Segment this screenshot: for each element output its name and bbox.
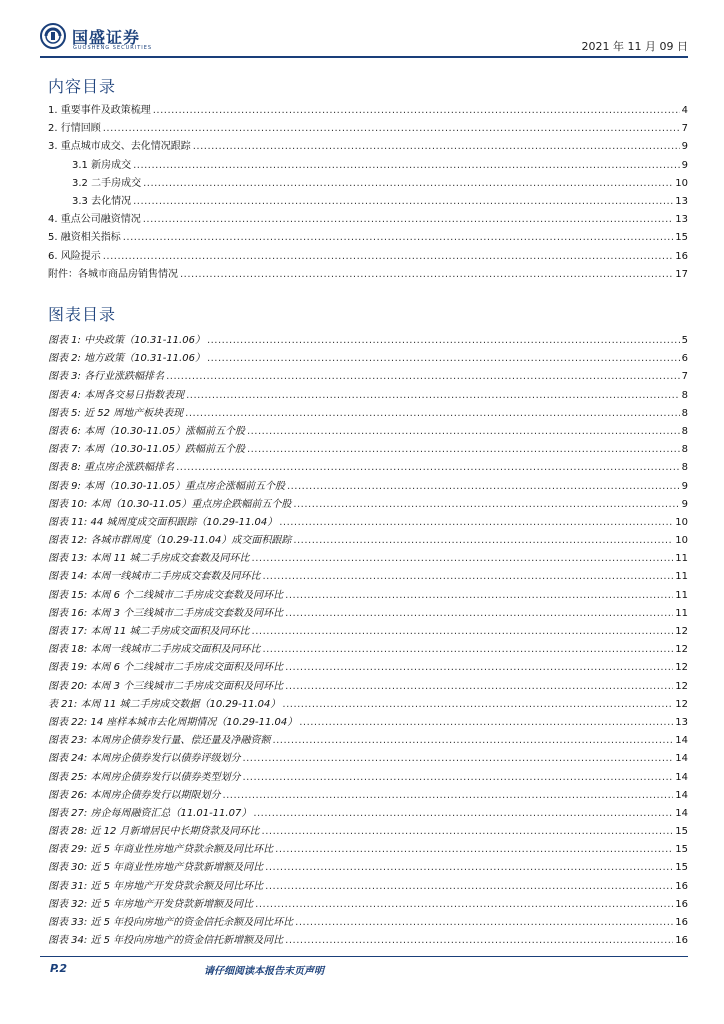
figure-toc-entry[interactable]: [48, 605, 688, 623]
dot-leader: [133, 157, 680, 175]
dot-leader: [253, 805, 673, 823]
toc-entry-label: 图表 27: 房企每周融资汇总（11.01-11.07）: [48, 807, 252, 819]
figure-toc-entry[interactable]: [48, 623, 688, 641]
toc-entry-page: 14: [675, 771, 688, 783]
figure-toc-entry[interactable]: [48, 859, 688, 877]
toc-entry-label: 图表 29: 近 5 年商业性房地产贷款余额及同比环比: [48, 844, 274, 856]
toc-entry-page: 17: [675, 268, 688, 280]
toc-entry-page: 10: [675, 516, 688, 528]
toc-entry-label: 图表 10: 本周（10.30-11.05）重点房企跌幅前五个股: [48, 498, 292, 510]
toc-entry-label: 图表 26: 本周房企债券发行以期限划分: [48, 789, 221, 801]
toc-entry-page: 9: [681, 141, 688, 153]
figure-toc-entry[interactable]: [48, 350, 688, 368]
toc-entry-label: 6. 风险提示: [48, 250, 101, 262]
toc-entry[interactable]: [48, 229, 688, 247]
toc-entry-label: 图表 15: 本周 6 个二线城市二手房成交套数及同环比: [48, 589, 284, 601]
toc-entry-page: 9: [681, 480, 688, 492]
dot-leader: [207, 332, 680, 350]
logo-chinese-text: 国盛证券: [72, 28, 141, 47]
toc-entry-page: 8: [681, 444, 688, 456]
figure-toc-entry[interactable]: [48, 368, 688, 386]
figure-toc-entry[interactable]: [48, 441, 688, 459]
toc-entry-page: 7: [681, 371, 688, 383]
dot-leader: [265, 878, 673, 896]
dot-leader: [247, 423, 680, 441]
toc-entry-page: 15: [675, 844, 688, 856]
toc-entry-page: 12: [675, 680, 688, 692]
figure-toc-entry[interactable]: [48, 332, 688, 350]
dot-leader: [285, 587, 673, 605]
figure-toc-entry[interactable]: [48, 496, 688, 514]
dot-leader: [285, 659, 673, 677]
toc-entry-page: 10: [675, 535, 688, 547]
dot-leader: [180, 266, 673, 284]
toc-entry-label: 图表 13: 本周 11 城二手房成交套数及同环比: [48, 553, 250, 565]
figure-toc-entry[interactable]: [48, 587, 688, 605]
toc-entry-page: 16: [675, 880, 688, 892]
toc-entry-page: 13: [675, 716, 688, 728]
toc-entry-page: 14: [675, 753, 688, 765]
toc-entry-page: 8: [681, 425, 688, 437]
toc-entry-page: 12: [675, 626, 688, 637]
footer-divider: [40, 956, 688, 957]
toc-entry-page: 11: [675, 607, 688, 619]
logo-mark-icon: [40, 23, 66, 49]
toc-entry[interactable]: [48, 157, 688, 175]
toc-entry-page: 11: [675, 571, 688, 583]
toc-entry-label: 图表 6: 本周（10.30-11.05）涨幅前五个股: [48, 425, 245, 437]
dot-leader: [285, 932, 673, 950]
toc-entry[interactable]: [48, 248, 688, 266]
dot-leader: [176, 459, 680, 477]
toc-entry-label: 3. 重点城市成交、去化情况跟踪: [48, 141, 191, 153]
dot-leader: [293, 496, 679, 514]
toc-entry-label: 4. 重点公司融资情况: [48, 214, 141, 226]
dot-leader: [153, 102, 680, 120]
dot-leader: [193, 138, 680, 156]
toc-entry-page: 14: [675, 807, 688, 819]
dot-leader: [262, 823, 674, 841]
dot-leader: [293, 532, 673, 550]
dot-leader: [103, 120, 680, 138]
figure-toc-entry[interactable]: [48, 641, 688, 659]
toc-entry-page: 8: [681, 389, 688, 401]
figure-toc-entry[interactable]: [48, 769, 688, 787]
toc-entry-label: 图表 23: 本周房企债券发行量、偿还量及净融资额: [48, 735, 271, 747]
figure-toc-entry[interactable]: [48, 896, 688, 914]
figure-toc-entry[interactable]: [48, 750, 688, 768]
report-date: 2021 年 11 月 09 日: [581, 40, 688, 53]
figure-toc-entry[interactable]: [48, 514, 688, 532]
toc-entry-page: 9: [681, 498, 688, 510]
toc-entry-label: 图表 22: 14 座样本城市去化周期情况（10.29-11.04）: [48, 716, 298, 728]
dot-leader: [242, 750, 673, 768]
dot-leader: [143, 175, 673, 193]
toc-entry-label: 3.1 新房成交: [72, 159, 132, 171]
toc-entry-label: 3.2 二手房成交: [72, 177, 142, 189]
toc-entry-label: 图表 8: 重点房企涨跌幅排名: [48, 462, 175, 474]
contents-title: 内容目录: [48, 77, 117, 96]
figure-toc-entry[interactable]: [48, 532, 688, 550]
dot-leader: [103, 248, 674, 266]
figure-toc-entry[interactable]: [48, 659, 688, 677]
dot-leader: [279, 514, 673, 532]
toc-entry-page: 12: [675, 644, 688, 656]
toc-entry-label: 图表 7: 本周（10.30-11.05）跌幅前五个股: [48, 444, 245, 456]
toc-entry-page: 5: [681, 335, 688, 346]
dot-leader: [123, 229, 674, 247]
toc-entry-page: 14: [675, 735, 688, 747]
dot-leader: [133, 193, 673, 211]
toc-entry-page: 13: [675, 214, 688, 226]
figure-toc-entry[interactable]: [48, 841, 688, 859]
footer-disclaimer-note: 请仔细阅读本报告末页声明: [204, 966, 324, 977]
figures-list: [48, 332, 688, 950]
toc-entry-label: 5. 融资相关指标: [48, 232, 121, 244]
toc-entry-page: 4: [681, 105, 688, 116]
toc-entry[interactable]: [48, 102, 688, 120]
toc-entry-page: 15: [675, 826, 688, 838]
toc-entry-label: 表 21: 本周 11 城二手房成交数据（10.29-11.04）: [48, 698, 281, 710]
toc-entry-label: 图表 4: 本周各交易日指数表现: [48, 389, 185, 401]
toc-entry-label: 图表 17: 本周 11 城二手房成交面积及同环比: [48, 626, 250, 637]
toc-entry-page: 10: [675, 177, 688, 189]
figure-toc-entry[interactable]: [48, 678, 688, 696]
dot-leader: [242, 769, 673, 787]
dot-leader: [252, 623, 674, 641]
figure-toc-entry[interactable]: [48, 914, 688, 932]
toc-entry-label: 图表 3: 各行业涨跌幅排名: [48, 371, 165, 383]
toc-entry[interactable]: [48, 175, 688, 193]
toc-entry-label: 图表 18: 本周一线城市二手房成交面积及同环比: [48, 644, 261, 656]
figure-toc-entry[interactable]: [48, 405, 688, 423]
figure-toc-entry[interactable]: [48, 478, 688, 496]
toc-entry[interactable]: [48, 120, 688, 138]
figure-toc-entry[interactable]: [48, 696, 688, 714]
toc-entry-page: 8: [681, 407, 688, 419]
toc-entry-label: 图表 31: 近 5 年房地产开发贷款余额及同比环比: [48, 880, 264, 892]
dot-leader: [186, 387, 680, 405]
toc-entry-label: 图表 2: 地方政策（10.31-11.06）: [48, 353, 205, 365]
toc-entry-page: 9: [681, 159, 688, 171]
toc-entry-page: 16: [675, 250, 688, 262]
toc-entry-page: 16: [675, 935, 688, 947]
toc-entry-label: 图表 20: 本周 3 个三线城市二手房成交面积及同环比: [48, 680, 284, 692]
header-divider: [40, 56, 688, 58]
toc-entry-page: 14: [675, 789, 688, 801]
toc-entry-page: 16: [675, 898, 688, 910]
dot-leader: [143, 211, 674, 229]
figure-toc-entry[interactable]: [48, 805, 688, 823]
page-header: [40, 18, 688, 58]
toc-entry[interactable]: [48, 138, 688, 156]
toc-entry-page: 7: [681, 123, 688, 135]
figure-toc-entry[interactable]: [48, 823, 688, 841]
figure-toc-entry[interactable]: [48, 550, 688, 568]
toc-entry-label: 图表 25: 本周房企债券发行以债券类型划分: [48, 771, 241, 783]
toc-entry-label: 图表 34: 近 5 年投向房地产的资金信托新增额及同比: [48, 935, 284, 947]
dot-leader: [262, 641, 673, 659]
toc-entry-page: 6: [681, 353, 688, 365]
dot-leader: [252, 550, 674, 568]
toc-entry-page: 16: [675, 917, 688, 928]
dot-leader: [255, 896, 673, 914]
toc-entry-page: 13: [675, 195, 688, 207]
figure-toc-entry[interactable]: [48, 787, 688, 805]
toc-entry-label: 图表 5: 近 52 周地产板块表现: [48, 407, 184, 419]
footer-page-number: P.2: [50, 962, 68, 975]
figure-toc-entry[interactable]: [48, 714, 688, 732]
toc-entry-label: 附件：各城市商品房销售情况: [48, 268, 178, 280]
toc-entry-page: 15: [675, 862, 688, 874]
dot-leader: [295, 914, 673, 932]
dot-leader: [265, 859, 673, 877]
contents-list: [48, 102, 688, 284]
toc-entry[interactable]: [48, 211, 688, 229]
toc-entry[interactable]: [48, 266, 688, 284]
figure-toc-entry[interactable]: [48, 878, 688, 896]
toc-entry-label: 3.3 去化情况: [72, 195, 132, 207]
toc-entry-page: 12: [675, 698, 688, 710]
logo-english-text: GUOSHENG SECURITIES: [73, 45, 153, 51]
toc-entry-label: 图表 9: 本周（10.30-11.05）重点房企涨幅前五个股: [48, 480, 285, 492]
dot-leader: [166, 368, 680, 386]
toc-entry-label: 图表 12: 各城市群周度（10.29-11.04）成交面积跟踪: [48, 535, 292, 547]
toc-entry-label: 图表 1: 中央政策（10.31-11.06）: [48, 335, 205, 346]
dot-leader: [287, 478, 680, 496]
dot-leader: [207, 350, 680, 368]
toc-entry-label: 2. 行情回顾: [48, 123, 101, 135]
toc-entry-label: 图表 30: 近 5 年商业性房地产贷款新增额及同比: [48, 862, 264, 874]
figure-toc-entry[interactable]: [48, 387, 688, 405]
figure-toc-entry[interactable]: [48, 932, 688, 950]
toc-entry-label: 1. 重要事件及政策梳理: [48, 105, 151, 116]
dot-leader: [282, 696, 673, 714]
toc-entry-label: 图表 19: 本周 6 个二线城市二手房成交面积及同环比: [48, 662, 284, 674]
dot-leader: [222, 787, 673, 805]
toc-entry-label: 图表 14: 本周一线城市二手房成交套数及同环比: [48, 571, 261, 583]
toc-entry-label: 图表 16: 本周 3 个三线城市二手房成交套数及同环比: [48, 607, 284, 619]
toc-entry-page: 12: [675, 662, 688, 674]
dot-leader: [272, 732, 673, 750]
toc-entry-page: 15: [675, 232, 688, 244]
toc-entry-label: 图表 28: 近 12 月新增居民中长期贷款及同环比: [48, 826, 260, 838]
dot-leader: [285, 678, 673, 696]
dot-leader: [285, 605, 673, 623]
toc-entry[interactable]: [48, 193, 688, 211]
toc-entry-label: 图表 32: 近 5 年房地产开发贷款新增额及同比: [48, 898, 254, 910]
figure-toc-entry[interactable]: [48, 423, 688, 441]
toc-entry-label: 图表 33: 近 5 年投向房地产的资金信托余额及同比环比: [48, 917, 294, 928]
figure-toc-entry[interactable]: [48, 568, 688, 586]
dot-leader: [247, 441, 680, 459]
figure-toc-entry[interactable]: [48, 732, 688, 750]
figures-title: 图表目录: [48, 305, 117, 324]
toc-entry-page: 11: [675, 553, 688, 565]
toc-entry-page: 8: [681, 462, 688, 474]
figure-toc-entry[interactable]: [48, 459, 688, 477]
dot-leader: [299, 714, 673, 732]
dot-leader: [275, 841, 673, 859]
toc-entry-page: 11: [675, 589, 688, 601]
toc-entry-label: 图表 11: 44 城周度成交面积跟踪（10.29-11.04）: [48, 516, 278, 528]
dot-leader: [262, 568, 673, 586]
dot-leader: [185, 405, 679, 423]
toc-entry-label: 图表 24: 本周房企债券发行以债券评级划分: [48, 753, 241, 765]
